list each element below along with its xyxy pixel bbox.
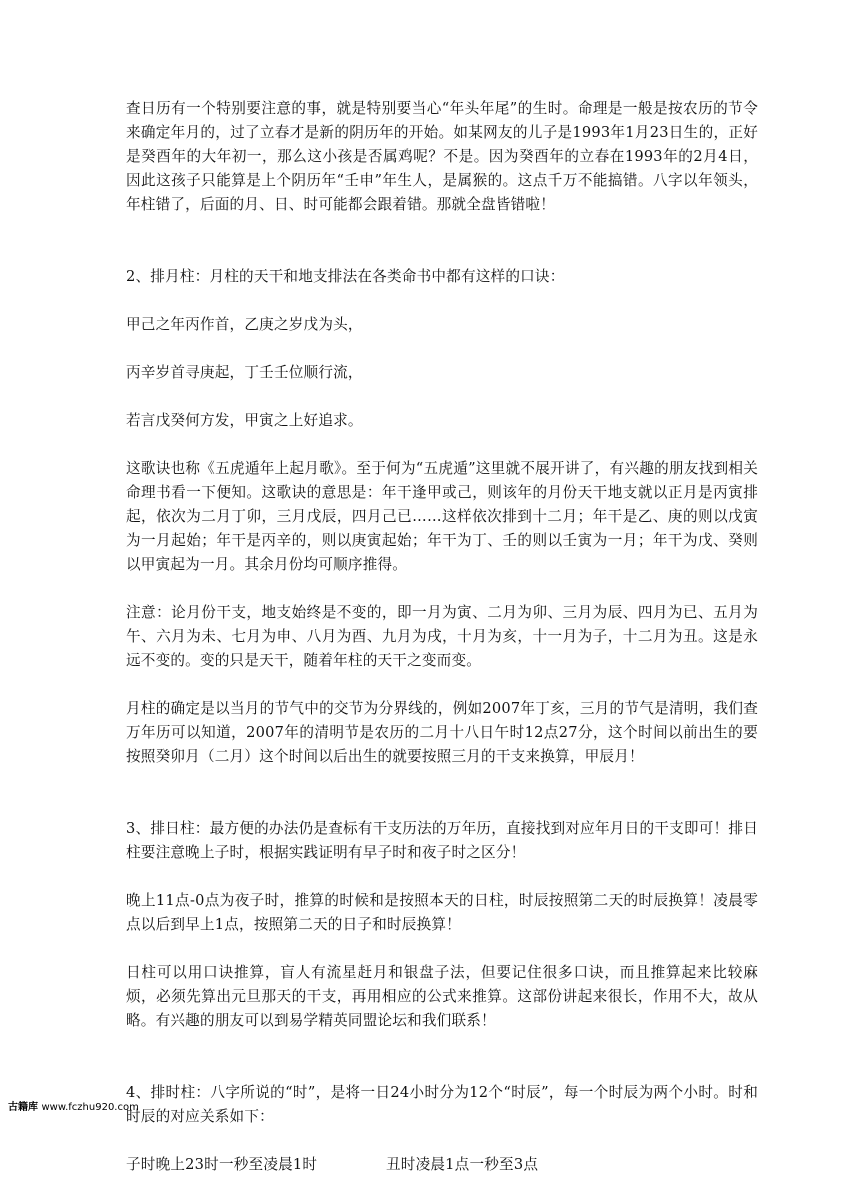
paragraph-year-pillar-note: 查日历有一个特别要注意的事，就是特别要当心“年头年尾”的生时。命理是一般是按农历的节令来确定年月的，过了立春才是新的阴历年的开始。如某网友的儿子是1993年1月23日生的，正好是癸酉年的大年初一，那么这小孩是否属鸡呢？不是。因为癸酉年的立春在1993年的2月4日，因此这孩子只能算是上个阴历年“壬申”年生人，是属猴的。这点千万不能搞错。八字以年领头，年柱错了，后面的月、日、时可能都会跟着错。那就全盘皆错啦！ — [126, 100, 758, 213]
paragraph-month-boundary: 月柱的确定是以当月的节气中的交节为分界线的，例如2007年丁亥，三月的节气是清明，我们查万年历可以知道，2007年的清明节是农历的二月十八日午时12点27分，这个时间以前出生的要按照癸卯月（二月）这个时间以后出生的就要按照三月的干支来换算，甲辰月！ — [126, 700, 758, 765]
footer-site-name: 古籍库 — [8, 1102, 38, 1113]
paragraph-month-pillar-heading: 2、排月柱：月柱的天干和地支排法在各类命书中都有这样的口诀： — [126, 268, 565, 285]
paragraph-hour-pillar-heading: 4、排时柱：八字所说的“时”，是将一日24小时分为12个“时辰”，每一个时辰为两个小时。时和时辰的对应关系如下： — [126, 1084, 758, 1125]
paragraph-day-pillar-formula: 日柱可以用口诀推算，盲人有流星赶月和银盘子法，但要记住很多口诀，而且推算起来比较麻烦，必须先算出元旦那天的干支，再用相应的公式来推算。这部份讲起来很长，作用不大，故从略。有兴趣的朋友可以到易学精英同盟论坛和我们联系！ — [126, 964, 758, 1029]
page-footer — [8, 1102, 139, 1114]
paragraph-verse-explanation: 这歌诀也称《五虎遁年上起月歌》。至于何为“五虎遁”这里就不展开讲了，有兴趣的朋友找到相关命理书看一下便知。这歌诀的意思是：年干逢甲或己，则该年的月份天干地支就以正月是丙寅排起，依次为二月丁卯，三月戊辰，四月己已……这样依次排到十二月；年干是乙、庚的则以戊寅为一月起始；年干是丙辛的，则以庚寅起始；年干为丁、壬的则以壬寅为一月；年干为戊、癸则以甲寅起为一月。其余月份均可顺序推得。 — [126, 460, 758, 573]
paragraph-month-branches-note: 注意：论月份干支，地支始终是不变的，即一月为寅、二月为卯、三月为辰、四月为已、五月为午、六月为未、七月为申、八月为酉、九月为戌，十月为亥，十一月为子，十二月为丑。这是永远不变的。变的只是天干，随着年柱的天干之变而变。 — [126, 604, 758, 669]
paragraph-day-pillar-heading: 3、排日柱：最方便的办法仍是查标有干支历法的万年历，直接找到对应年月日的干支即可！排日柱要注意晚上子时，根据实践证明有早子时和夜子时之区分！ — [126, 820, 758, 861]
hour-zi: 子时晚上23时一秒至凌晨1时 — [126, 1156, 318, 1173]
footer-url: www.fczhu920.com — [41, 1102, 139, 1113]
hour-table-row — [126, 1153, 758, 1177]
paragraph-night-zi-hour: 晚上11点-0点为夜子时，推算的时候和是按照本天的日柱，时辰按照第二天的时辰换算！凌晨零点以后到早上1点，按照第二天的日子和时辰换算！ — [126, 892, 758, 933]
document-body — [126, 97, 758, 1177]
verse-line-3: 若言戊癸何方发，甲寅之上好追求。 — [126, 412, 363, 429]
verse-line-2: 丙辛岁首寻庚起，丁壬壬位顺行流， — [126, 364, 363, 381]
hour-chou: 丑时凌晨1点一秒至3点 — [386, 1156, 539, 1173]
verse-line-1: 甲己之年丙作首，乙庚之岁戊为头， — [126, 316, 363, 333]
